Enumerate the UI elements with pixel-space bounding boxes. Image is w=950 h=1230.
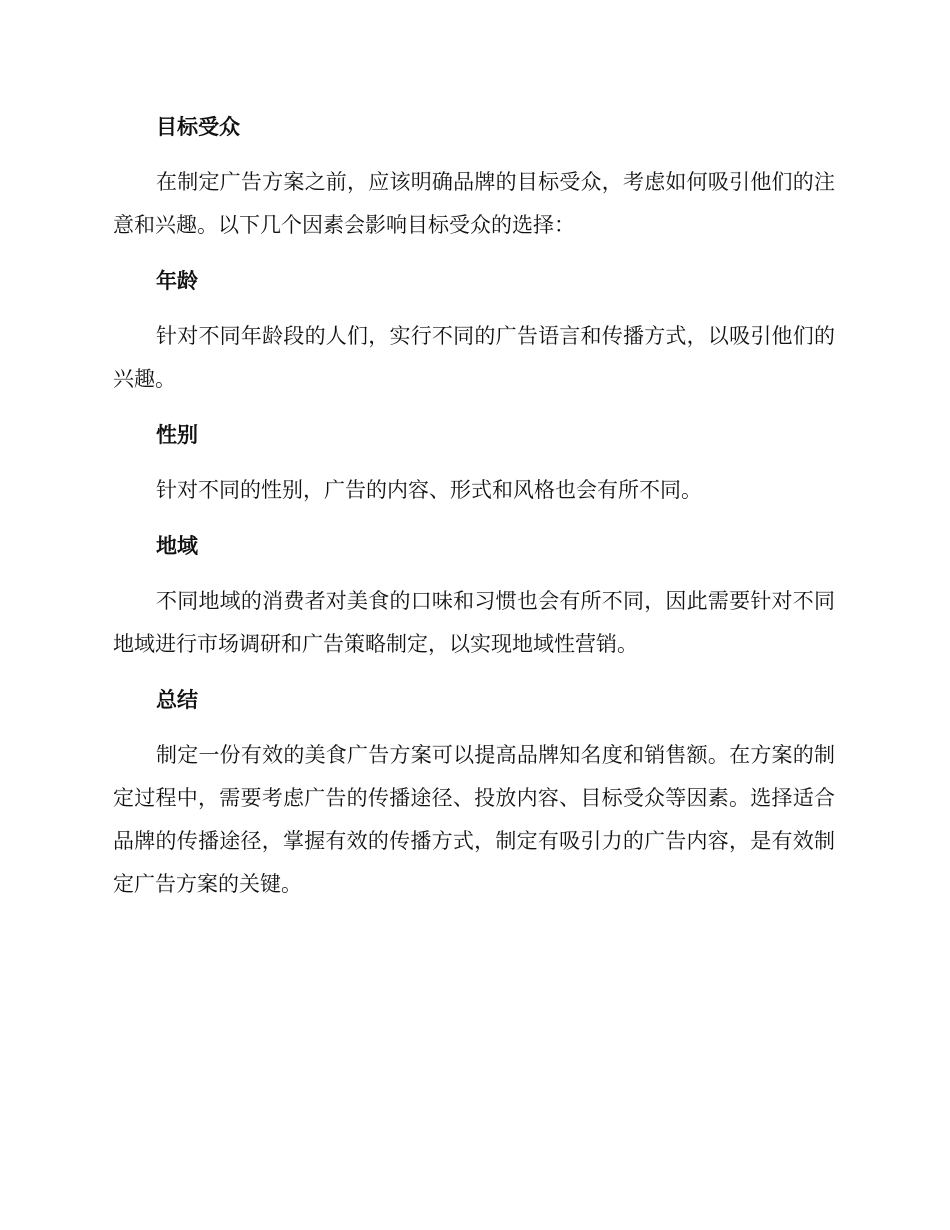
paragraph-summary: 制定一份有效的美食广告方案可以提高品牌知名度和销售额。在方案的制定过程中，需要考虑广告的传播途径、投放内容、目标受众等因素。选择适合品牌的传播途径，掌握有效的传播方式，制定有吸引力的广告内容，是有效制定广告方案的关键。	[113, 743, 835, 896]
section-heading-summary: 总结	[156, 688, 198, 712]
section-heading-gender: 性别	[156, 423, 198, 447]
section-heading-target-audience: 目标受众	[156, 115, 240, 139]
section-heading-region: 地域	[156, 534, 198, 558]
paragraph-target-audience: 在制定广告方案之前，应该明确品牌的目标受众，考虑如何吸引他们的注意和兴趣。以下几个因素会影响目标受众的选择：	[113, 170, 835, 237]
section-heading-age: 年龄	[156, 269, 198, 293]
document-body	[113, 108, 835, 906]
paragraph-age: 针对不同年龄段的人们，实行不同的广告语言和传播方式，以吸引他们的兴趣。	[113, 324, 835, 391]
paragraph-region: 不同地域的消费者对美食的口味和习惯也会有所不同，因此需要针对不同地域进行市场调研和广告策略制定，以实现地域性营销。	[113, 589, 835, 656]
paragraph-gender: 针对不同的性别，广告的内容、形式和风格也会有所不同。	[156, 478, 702, 502]
